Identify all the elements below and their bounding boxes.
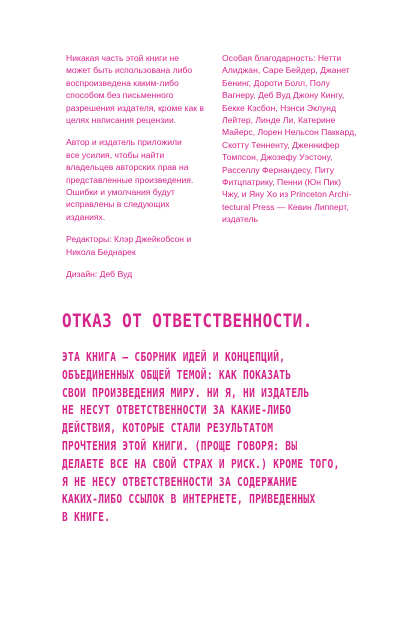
rights-line: изданиях. <box>66 211 106 222</box>
disclaimer-line: СВОИ ПРОИЗВЕДЕНИЯ МИРУ. НИ Я, НИ ИЗДАТЕЛЬ <box>62 385 310 400</box>
disclaimer-line: НЕ НЕСУТ ОТВЕТСТВЕННОСТИ ЗА КАКИЕ-ЛИБО <box>62 403 292 418</box>
copyright-line: способом без письменного <box>66 90 174 101</box>
rights-line: исправлены в следующих <box>66 199 170 210</box>
rights-line: владельцев авторских прав на <box>66 162 189 173</box>
acknowledgments-line: Томпсон, Джозефу Уэстону, <box>222 152 333 163</box>
rights-line: Автор и издатель приложили <box>66 137 182 148</box>
disclaimer-line: ПРОЧТЕНИЯ ЭТОЙ КНИГИ. (ПРОЩЕ ГОВОРЯ: ВЫ <box>62 438 298 453</box>
disclaimer-line: В КНИГЕ. <box>62 510 111 525</box>
acknowledgments-line: Расселлу Фернандесу, Питу <box>222 164 334 175</box>
editors-line: Редакторы: Клэр Джейкобсон и <box>66 234 192 245</box>
disclaimer-line: ОБЪЕДИНЕННЫХ ОБЩЕЙ ТЕМОЙ: КАК ПОКАЗАТЬ <box>62 367 292 382</box>
acknowledgments <box>222 52 358 226</box>
acknowledgments-line: Майерс, Лорен Нельсон Паккард, <box>222 127 357 138</box>
disclaimer-line: ДЕЛАЕТЕ ВСЕ НА СВОЙ СТРАХ И РИСК.) КРОМЕ ТОГО, <box>62 456 340 471</box>
disclaimer-line: Я НЕ НЕСУ ОТВЕТСТВЕННОСТИ ЗА СОДЕРЖАНИЕ <box>62 474 298 489</box>
rights-line: Ошибки и умолчания будут <box>66 187 175 198</box>
copyright-notice <box>66 52 204 126</box>
disclaimer-title: ОТКАЗ ОТ ОТВЕТСТВЕННОСТИ. <box>62 310 313 332</box>
copyright-line: может быть использована либо <box>66 65 193 76</box>
acknowledgments-line: Бенинг, Дороти Болл, Полу <box>222 77 330 88</box>
acknowledgments-line: Бекке Кэсбон, Нэнси Эклунд <box>222 102 337 113</box>
disclaimer-line: ДЕЙСТВИЯ, КОТОРЫЕ СТАЛИ РЕЗУЛЬТАТОМ <box>62 421 274 436</box>
editors-line: Никола Беднарек <box>66 246 136 257</box>
acknowledgments-line: Фитцпатрику, Пенни (Юн Пик) <box>222 177 341 188</box>
acknowledgments-line: Особая благодарность: Нетти <box>222 53 342 63</box>
acknowledgments-line: Вагнеру, Деб Вуд Джону Кингу, <box>222 90 345 101</box>
rights-line: представленные произведения. <box>66 174 194 185</box>
copyright-line: воспроизведена каким-либо <box>66 77 179 88</box>
left-column <box>66 52 204 291</box>
acknowledgments-line: tectural Press — Кевин Липперт, <box>222 201 349 212</box>
copyright-line: целях написания рецензии. <box>66 115 177 126</box>
right-column <box>222 52 358 236</box>
acknowledgments-line: Скотту Тенненту, Дженнифер <box>222 139 340 150</box>
acknowledgments-line: Лейтер, Линде Ли, Катерине <box>222 115 336 126</box>
acknowledgments-line: Чжу, и Яну Хо из Princeton Archi- <box>222 189 352 200</box>
rights-line: все усилия, чтобы найти <box>66 149 165 160</box>
rights-notice <box>66 136 200 223</box>
design-line: Дизайн: Деб Вуд <box>66 269 133 280</box>
editors-credit <box>66 233 200 258</box>
disclaimer-line: ЭТА КНИГА — СБОРНИК ИДЕЙ И КОНЦЕПЦИЙ, <box>62 350 286 364</box>
disclaimer-section <box>62 310 362 527</box>
design-credit <box>66 268 200 280</box>
copyright-line: Никакая часть этой книги не <box>66 53 180 63</box>
disclaimer-line: КАКИХ-ЛИБО ССЫЛОК В ИНТЕРНЕТЕ, ПРИВЕДЕННЫХ <box>62 492 316 507</box>
acknowledgments-line: Алиджан, Саре Бейдер, Джанет <box>222 65 350 76</box>
acknowledgments-line: издатель <box>222 214 258 225</box>
disclaimer-body <box>62 349 362 527</box>
copyright-line: разрешения издателя, кроме как в <box>66 102 204 113</box>
